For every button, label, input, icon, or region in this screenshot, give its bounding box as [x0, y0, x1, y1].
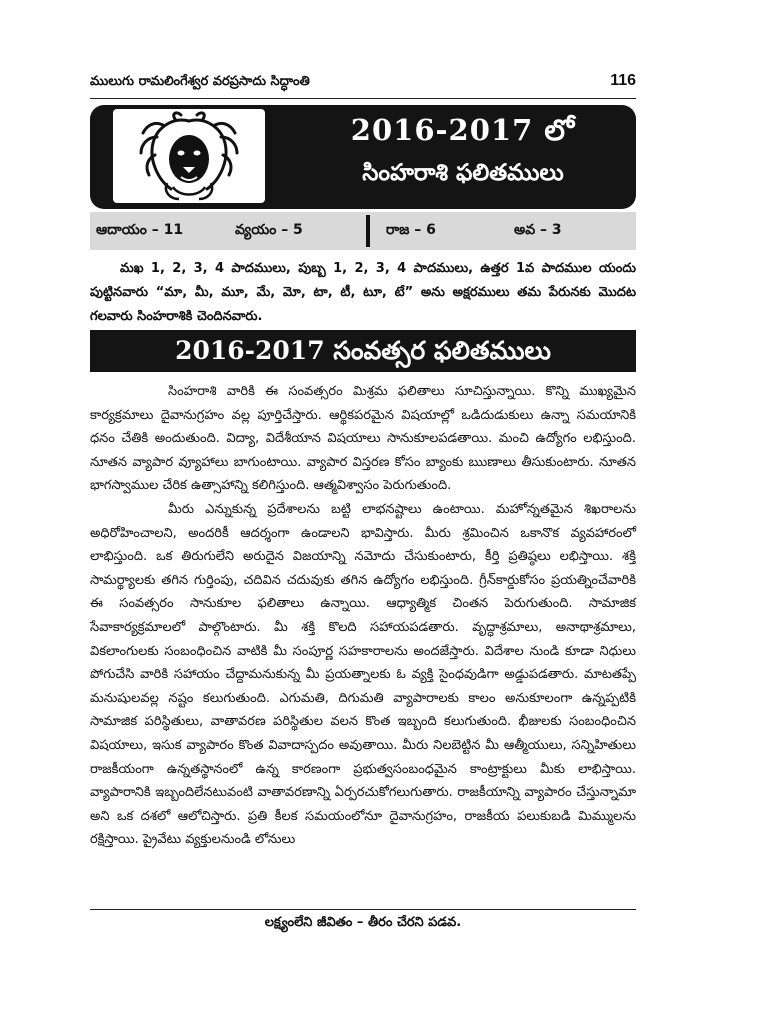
- banner-sign-title: సింహరాశి ఫలితములు: [362, 160, 564, 186]
- footer-quote: లక్ష్యంలేని జీవితం – తీరం చేరని పడవ.: [264, 915, 462, 930]
- stat-disgrace: అవ – 3: [514, 222, 562, 238]
- predictions-body: [90, 380, 636, 852]
- intro-text: మఖ 1, 2, 3, 4 పాదములు, పుబ్బ 1, 2, 3, 4 పాదములు, ఉత్తర 1వ పాదముల యందు పుట్టినవారు “మా, మీ, మూ, మే, మో, టా, టీ, టూ, టే” అను అక్షరములు తమ పేరునకు మొదట గలవారు సింహరాశికి చెందినవారు.: [90, 261, 636, 324]
- stat-income: ఆదాయం – 11: [96, 222, 184, 238]
- stats-divider: [366, 215, 370, 247]
- nakshatra-intro: [90, 257, 636, 329]
- paragraph-2: మీరు ఎన్నుకున్న ప్రదేశాలను బట్టి లాభనష్టాలు ఉంటాయి. మహోన్నతమైన శిఖరాలను అధిరోహించాలని, అందరికీ ఆదర్శంగా ఉండాలని భావిస్తారు. మీరు శ్రమించిన ఒకానొక వ్యవహారంలో లాభిస్తుంది. ఒక తిరుగులేని అరుదైన విజయాన్ని నమోదు చేసుకుంటారు, కీర్తి ప్రతిష్ఠలు లభిస్తాయి. శక్తి సామర్థ్యాలకు తగిన గుర్తింపు, చదివిన చదువుకు తగిన ఉద్యోగం లభిస్తుంది. గ్రీన్‌కార్డుకోసం ప్రయత్నించేవారికి ఈ సంవత్సరం సానుకూల ఫలితాలు ఉన్నాయి. ఆధ్యాత్మిక చింతన పెరుగుతుంది. సామాజిక సేవాకార్యక్రమాలలో పాల్గొంటారు. మీ శక్తి కొలది సహాయపడతారు. వృద్ధాశ్రమాలు, అనాథాశ్రమాలు, వికలాంగులకు సంబంధించిన వాటికి మీ సంపూర్ణ సహకారాలను అందజేస్తారు. విదేశాల నుండి కూడా నిధులు పోగుచేసి వారికి సహాయం చేద్దామనుకున్న మీ ప్రయత్నాలకు ఓ వ్యక్తి సైంధవుడిగా అడ్డుపడతారు. మాటతప్పే మనుషులవల్ల నష్టం కలుగుతుంది. ఎగుమతి, దిగుమతి వ్యాపారాలకు కాలం అనుకూలంగా ఉన్నప్పటికి సామాజిక పరిస్థితులు, వాతావరణ పరిస్థితుల వలన కొంత ఇబ్బంది కలుగుతుంది. భీజులకు సంబంధించిన విషయాలు, ఇసుక వ్యాపారం కొంత వివాదాస్పదం అవుతాయి. మీరు నిలబెట్టిన మీ ఆత్మీయులు, సన్నిహితులు రాజకీయంగా ఉన్నతస్థానంలో ఉన్న కారణంగా ప్రభుత్వసంబంధమైన కాంట్రాక్టులు మీకు లాభిస్తాయి. వ్యాపారానికి ఇబ్బందిలేనటువంటి వాతావరణాన్ని ఏర్పరచుకోగలుగుతారు. రాజకీయాన్ని వ్యాపారం చేస్తున్నామా అని ఒక దశలో ఆలోచిస్తారు. ప్రతి కీలక సమయంలోనూ దైవానుగ్రహం, రాజకీయ పలుకుబడి మిమ్ములను రక్షిస్తాయి. ప్రైవేటు వ్యక్తులనుండి లోనులు: [90, 501, 636, 848]
- page-header: [90, 74, 636, 96]
- stat-expense: వ్యయం – 5: [235, 222, 303, 238]
- stats-bar: [90, 212, 636, 250]
- page-number: 116: [610, 72, 636, 89]
- lion-head-icon: [113, 109, 265, 203]
- banner-year-title: 2016-2017 లో: [350, 113, 576, 147]
- header-rule: [90, 98, 636, 99]
- stat-honour: రాజ – 6: [386, 222, 436, 238]
- section-title: 2016-2017 సంవత్సర ఫలితములు: [90, 330, 636, 372]
- paragraph-1: సింహరాశి వారికి ఈ సంవత్సరం మిశ్రమ ఫలితాలు సూచిస్తున్నాయి. కొన్ని ముఖ్యమైన కార్యక్రమాలు దైవానుగ్రహం వల్ల పూర్తిచేస్తారు. ఆర్థికపరమైన విషయాల్లో ఒడిదుడుకులు ఉన్నా సమయానికి ధనం చేతికి అందుతుంది. విద్యా, విదేశీయాన విషయాలు సానుకూలపడతాయి. మంచి ఉద్యోగం లభిస్తుంది. నూతన వ్యాపార వ్యూహాలు బాగుంటాయి. వ్యాపార విస్తరణ కోసం బ్యాంకు ఋణాలు తీసుకుంటారు. నూతన భాగస్వాముల చేరిక ఉత్సాహాన్ని కలిగిస్తుంది. ఆత్మవిశ్వాసం పెరుగుతుంది.: [90, 384, 636, 494]
- title-banner: [90, 105, 636, 209]
- footer-rule: [90, 909, 636, 910]
- author-name: ములుగు రామలింగేశ్వర వరప్రసాదు సిద్ధాంతి: [90, 74, 310, 89]
